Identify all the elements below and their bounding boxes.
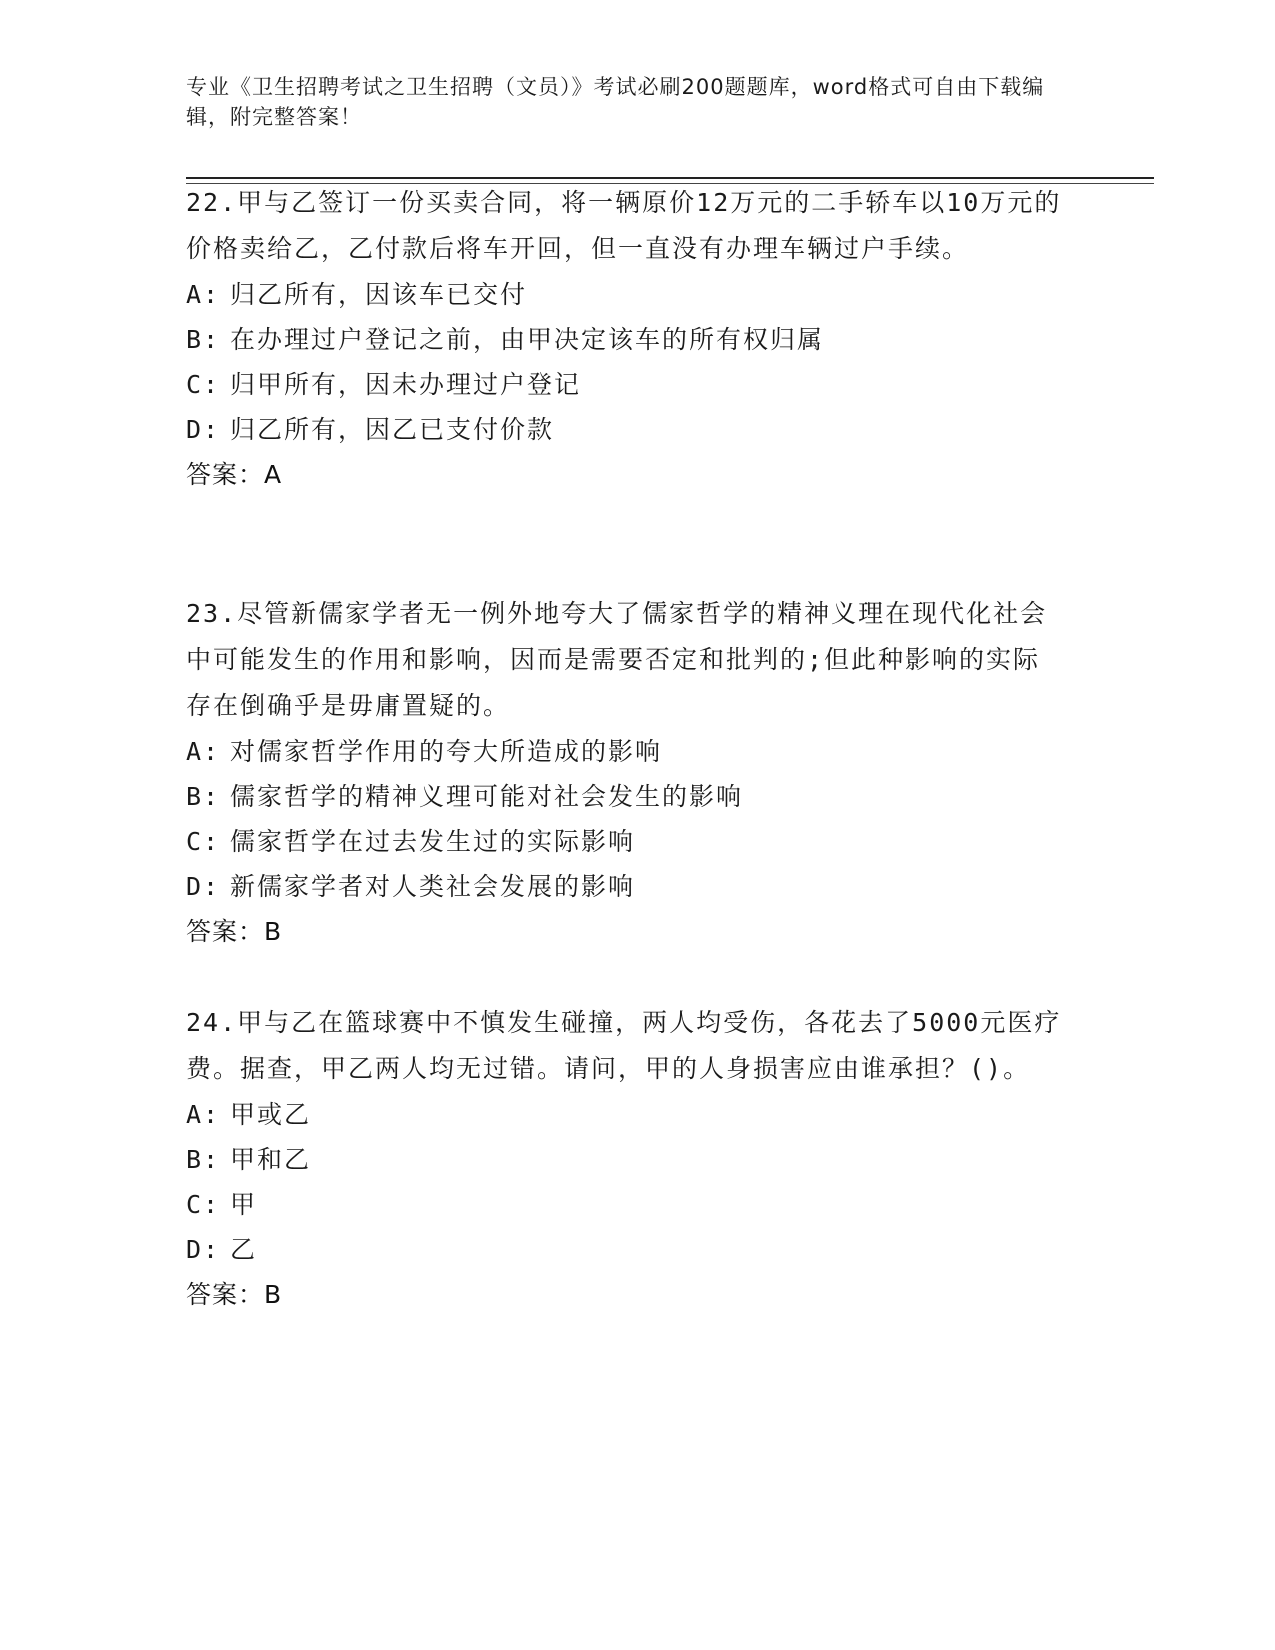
option-text: 儒家哲学的精神义理可能对社会发生的影响 <box>230 782 744 811</box>
option-b <box>186 774 1066 819</box>
answer: 答案：B <box>186 917 283 946</box>
option-text: 对儒家哲学作用的夸大所造成的影响 <box>230 737 663 766</box>
option-letter: C: <box>186 827 221 856</box>
option-letter: B: <box>186 325 221 354</box>
question-text: 24.甲与乙在篮球赛中不慎发生碰撞，两人均受伤，各花去了5000元医疗费。据查，甲乙两人均无过错。请问，甲的人身损害应由谁承担？()。 <box>186 1008 1062 1083</box>
option-d <box>186 1227 1066 1272</box>
answer: 答案：B <box>186 1280 283 1309</box>
option-text: 归乙所有，因该车已交付 <box>230 280 528 309</box>
option-letter: A: <box>186 1100 221 1129</box>
option-letter: D: <box>186 415 221 444</box>
option-c <box>186 362 1066 407</box>
option-text: 归甲所有，因未办理过户登记 <box>230 370 582 399</box>
option-letter: D: <box>186 1235 221 1264</box>
question-22 <box>186 180 1066 498</box>
option-d <box>186 407 1066 452</box>
answer: 答案：A <box>186 460 283 489</box>
header-rule-thick <box>186 177 1154 179</box>
option-a <box>186 272 1066 317</box>
option-text: 甲 <box>230 1190 258 1219</box>
option-letter: B: <box>186 1145 221 1174</box>
option-text: 甲或乙 <box>230 1100 312 1129</box>
option-text: 新儒家学者对人类社会发展的影响 <box>230 872 636 901</box>
question-23 <box>186 591 1066 955</box>
option-a <box>186 729 1066 774</box>
option-b <box>186 1137 1066 1182</box>
question-text: 22.甲与乙签订一份买卖合同，将一辆原价12万元的二手轿车以10万元的价格卖给乙，乙付款后将车开回，但一直没有办理车辆过户手续。 <box>186 188 1062 263</box>
option-letter: A: <box>186 737 221 766</box>
option-b <box>186 317 1066 362</box>
option-text: 在办理过户登记之前，由甲决定该车的所有权归属 <box>230 325 825 354</box>
option-text: 儒家哲学在过去发生过的实际影响 <box>230 827 636 856</box>
option-text: 甲和乙 <box>230 1145 312 1174</box>
option-c <box>186 1182 1066 1227</box>
option-text: 乙 <box>230 1235 258 1264</box>
option-c <box>186 819 1066 864</box>
option-letter: A: <box>186 280 221 309</box>
option-a <box>186 1092 1066 1137</box>
option-letter: B: <box>186 782 221 811</box>
question-24 <box>186 1000 1066 1318</box>
option-text: 归乙所有，因乙已支付价款 <box>230 415 555 444</box>
option-letter: C: <box>186 370 221 399</box>
option-d <box>186 864 1066 909</box>
document-header: 专业《卫生招聘考试之卫生招聘（文员）》考试必刷200题题库，word格式可自由下载编辑，附完整答案！ <box>186 75 1045 129</box>
option-letter: D: <box>186 872 221 901</box>
option-letter: C: <box>186 1190 221 1219</box>
question-text: 23.尽管新儒家学者无一例外地夸大了儒家哲学的精神义理在现代化社会中可能发生的作用和影响，因而是需要否定和批判的;但此种影响的实际存在倒确乎是毋庸置疑的。 <box>186 599 1048 720</box>
